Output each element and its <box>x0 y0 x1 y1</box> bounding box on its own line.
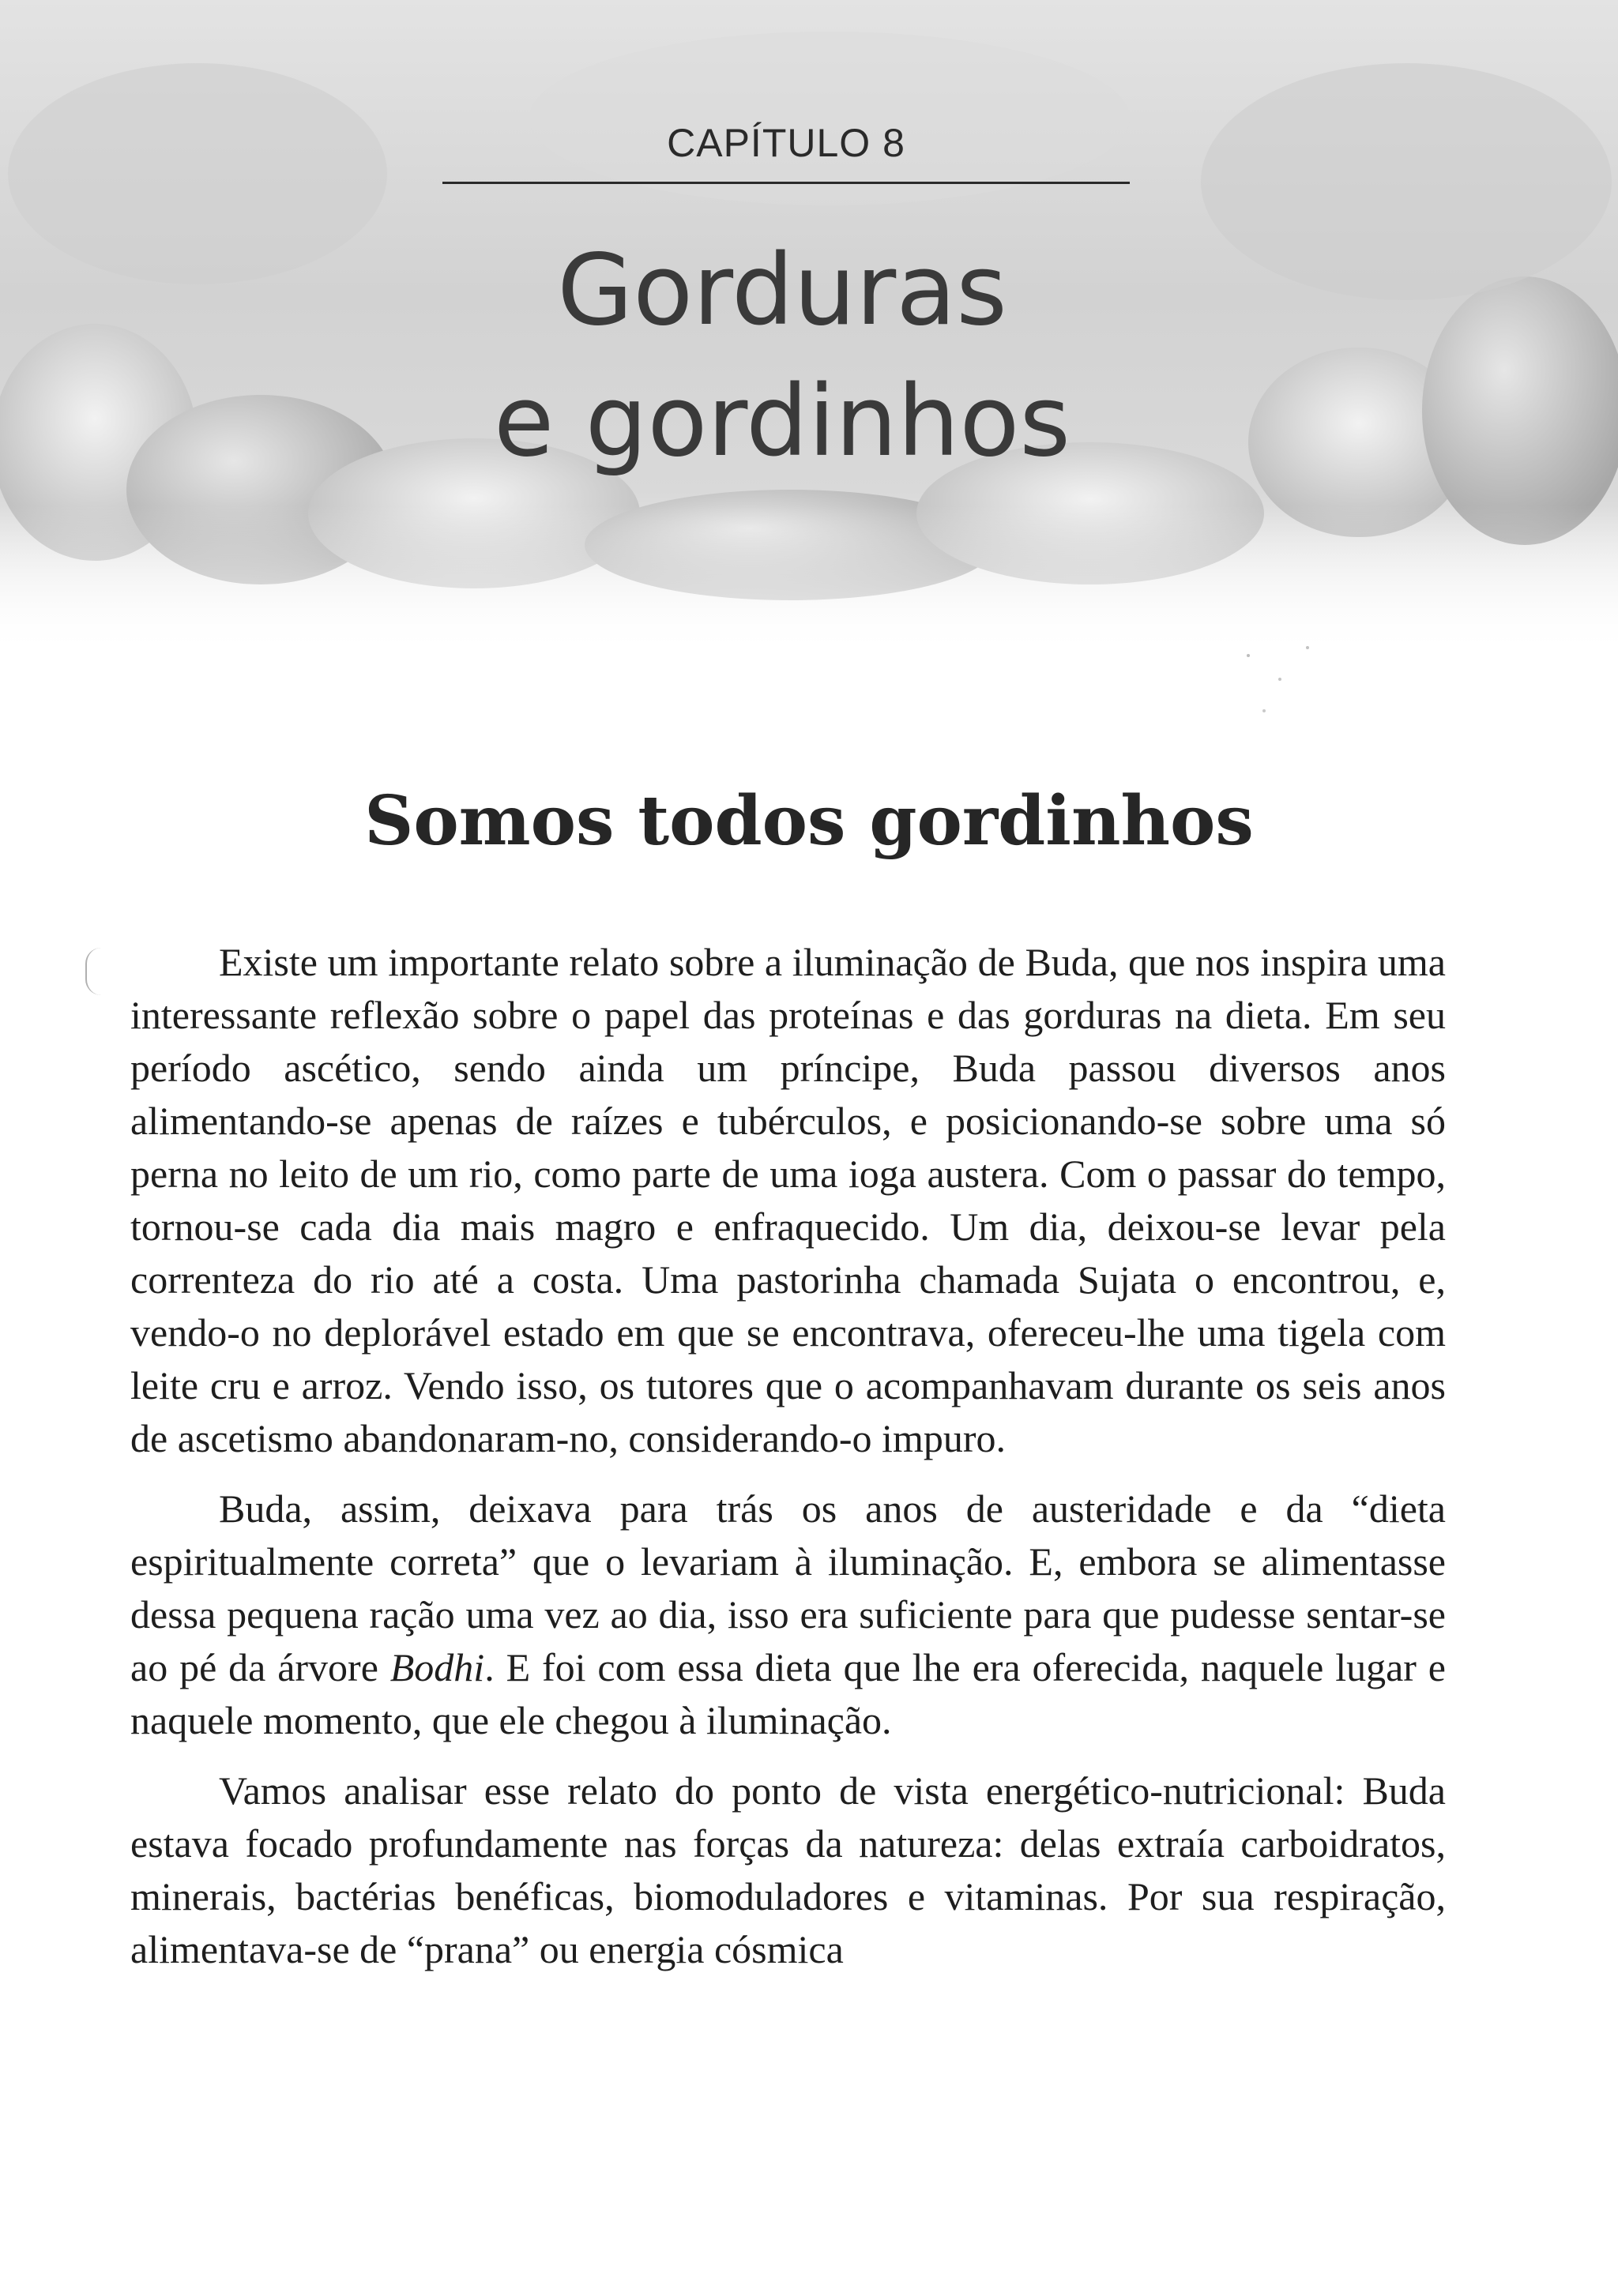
chapter-title <box>427 225 1138 487</box>
paragraph-2-text-a: Buda, assim, deixava para trás os anos de austeridade e da “dieta espiritualmente correta” que o levariam à iluminação. E, embora se alimentasse dessa pequena ração uma vez ao dia, isso era suficiente para que pudesse sentar-se ao pé da árvore <box>130 1486 1446 1689</box>
chapter-label: CAPÍTULO 8 <box>667 121 905 165</box>
paragraph-2-italic: Bodhi <box>389 1645 485 1689</box>
paragraph-3: Vamos analisar esse relato do ponto de vista energético-nutricional: Buda estava focado profundamente nas forças da natureza: delas extraía carboidratos, minerais, bactérias benéficas, biomoduladores e vitaminas. Por sua respiração, alimentava-se de “prana” ou energia cósmica <box>130 1768 1446 1971</box>
chapter-banner <box>0 0 1618 656</box>
chapter-divider <box>442 182 1130 184</box>
margin-mark <box>85 948 101 995</box>
section-heading: Somos todos gordinhos <box>364 781 1254 861</box>
body-text <box>130 936 1446 1993</box>
paragraph-2 <box>130 1482 1446 1747</box>
speckle-marks <box>1232 632 1327 742</box>
chapter-title-line-1: Gorduras <box>557 234 1007 348</box>
paragraph-1: Existe um importante relato sobre a iluminação de Buda, que nos inspira uma interessante reflexão sobre o papel das proteínas e das gorduras na dieta. Em seu período ascético, sendo ainda um príncipe, Buda passou diversos anos alimentando-se apenas de raízes e tubérculos, e posicionando-se sobre uma só perna no leito de um rio, como parte de uma ioga austera. Com o passar do tempo, tornou-se cada dia mais magro e enfraquecido. Um dia, deixou-se levar pela correnteza do rio até a costa. Uma pastorinha chamada Sujata o encontrou, e, vendo-o no deplorável estado em que se encontrava, ofereceu-lhe uma tigela com leite cru e arroz. Vendo isso, os tutores que o acompanhavam durante os seis anos de ascetismo abandonaram-no, considerando-o impuro. <box>130 940 1446 1460</box>
chapter-title-line-2: e gordinhos <box>494 365 1071 479</box>
paragraph-2-text-b: . E foi com essa dieta que lhe era oferecida, naquele lugar e naquele momento, que ele chegou à iluminação. <box>130 1645 1446 1742</box>
